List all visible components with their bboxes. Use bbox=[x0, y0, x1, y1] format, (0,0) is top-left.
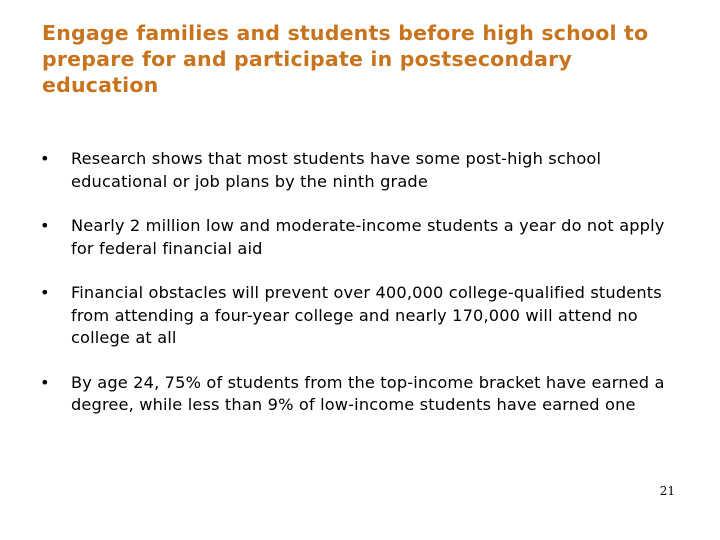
bullet-text: By age 24, 75% of students from the top-income bracket have earned a degree, while less than 9% of low-income students have earned one bbox=[71, 372, 665, 414]
bullet-text: Research shows that most students have some post-high school educational or job plans by the ninth grade bbox=[71, 149, 602, 191]
bullet-icon: • bbox=[40, 216, 50, 235]
bullet-list bbox=[40, 148, 680, 439]
bullet-text: Nearly 2 million low and moderate-income students a year do not apply for federal financial aid bbox=[71, 216, 665, 258]
bullet-icon: • bbox=[40, 283, 50, 302]
page-number: 21 bbox=[659, 484, 675, 498]
bullet-icon: • bbox=[40, 372, 50, 392]
bullet-item bbox=[40, 215, 680, 260]
bullet-text: Financial obstacles will prevent over 400,000 college-qualified students from attending a four-year college and nearly 170,000 will attend no college at all bbox=[71, 283, 662, 347]
bullet-item bbox=[40, 282, 680, 350]
slide-title: Engage families and students before high school to prepare for and participate in postsecondary education bbox=[42, 21, 649, 97]
bullet-icon: • bbox=[40, 149, 50, 168]
bullet-item bbox=[40, 372, 680, 417]
bullet-item bbox=[40, 148, 680, 193]
